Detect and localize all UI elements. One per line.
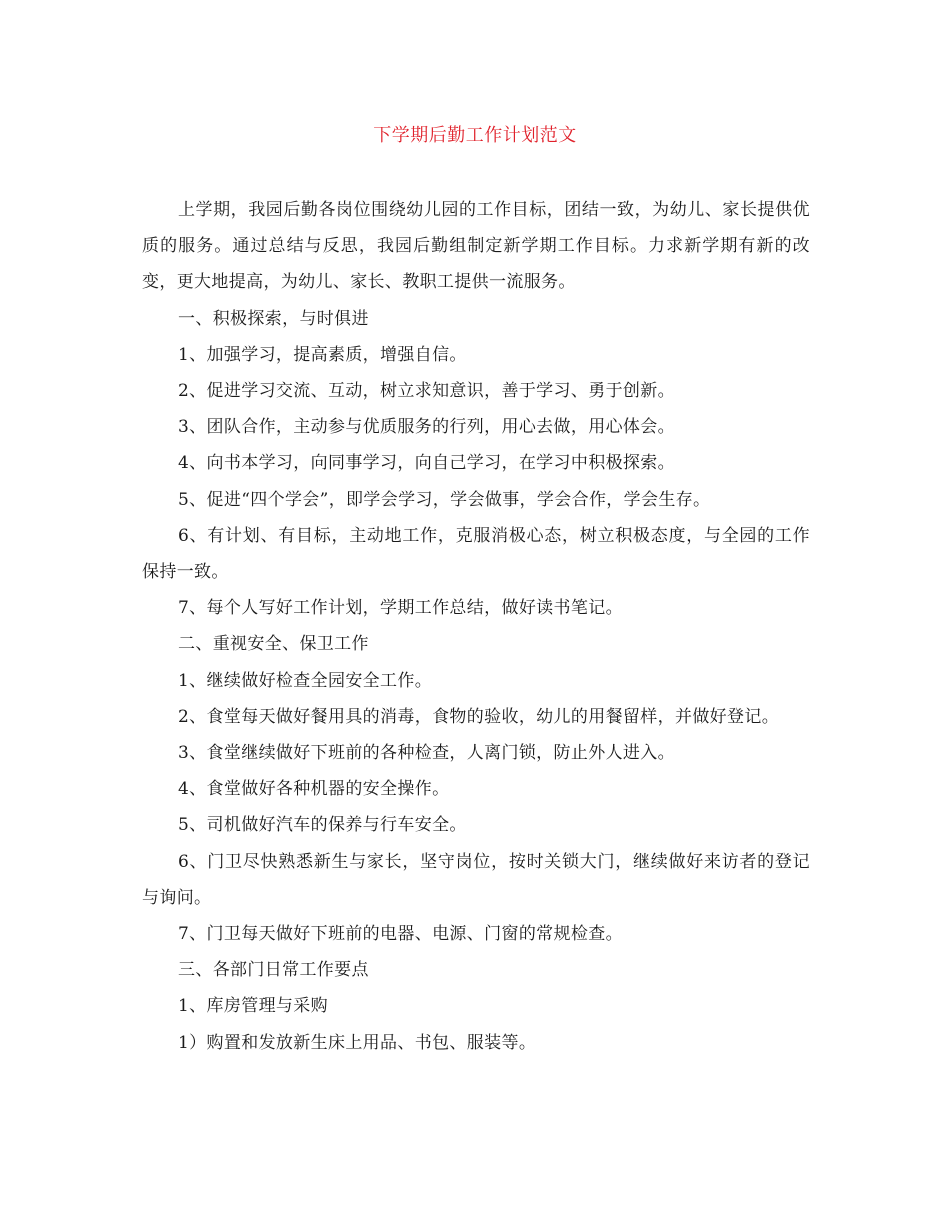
list-item: 7、门卫每天做好下班前的电器、电源、门窗的常规检查。 [178,924,623,945]
list-item: 5、司机做好汽车的保养与行车安全。 [178,815,467,836]
section-heading: 二、重视安全、保卫工作 [178,634,369,655]
list-item: 1）购置和发放新生床上用品、书包、服装等。 [178,1032,537,1053]
list-item: 3、食堂继续做好下班前的各种检查，人离门锁，防止外人进入。 [178,743,675,764]
list-item: 6、有计划、有目标，主动地工作，克服消极心态，树立积极态度，与全园的工作保持一致。 [142,525,810,583]
list-item: 2、促进学习交流、互动，树立求知意识，善于学习、勇于创新。 [178,381,675,402]
list-item: 1、继续做好检查全园安全工作。 [178,670,433,691]
list-item: 5、促进“四个学会”，即学会学习，学会做事，学会合作，学会生存。 [178,489,711,510]
list-item: 4、食堂做好各种机器的安全操作。 [178,779,450,800]
document-body [142,192,810,1061]
document-title: 下学期后勤工作计划范文 [373,125,577,146]
list-item: 7、每个人写好工作计划，学期工作总结，做好读书笔记。 [178,598,623,619]
list-item: 2、食堂每天做好餐用具的消毒，食物的验收，幼儿的用餐留样，并做好登记。 [178,706,780,727]
list-item: 4、向书本学习，向同事学习，向自己学习，在学习中积极探索。 [178,453,675,474]
subsection-heading: 1、库房管理与采购 [178,996,328,1017]
section-heading: 三、各部门日常工作要点 [178,960,369,981]
list-item: 1、加强学习，提高素质，增强自信。 [178,344,467,365]
paragraph: 上学期，我园后勤各岗位围绕幼儿园的工作目标，团结一致，为幼儿、家长提供优质的服务。通过总结与反思，我园后勤组制定新学期工作目标。力求新学期有新的改变，更大地提高，为幼儿、家长、教职工提供一流服务。 [142,200,810,293]
section-heading: 一、积极探索，与时俱进 [178,308,369,329]
list-item: 6、门卫尽快熟悉新生与家长，坚守岗位，按时关锁大门，继续做好来访者的登记与询问。 [142,851,810,908]
list-item: 3、团队合作，主动参与优质服务的行列，用心去做，用心体会。 [178,417,675,438]
